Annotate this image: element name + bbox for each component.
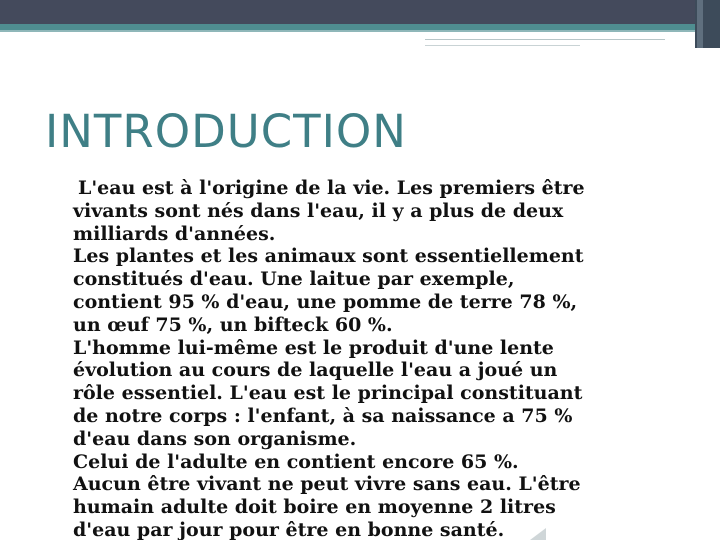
text-line: constitués d'eau. Une laitue par exemple,	[73, 268, 515, 291]
corner-mark-icon	[530, 528, 546, 540]
text-line: Aucun être vivant ne peut vivre sans eau. L'être	[73, 473, 581, 496]
text-line: d'eau dans son organisme.	[73, 427, 357, 450]
text-line: de notre corps : l'enfant, à sa naissance a 75 %	[73, 404, 573, 427]
text-line: un œuf 75 %, un bifteck 60 %.	[73, 313, 393, 336]
text-line: humain adulte doit boire en moyenne 2 litres	[73, 496, 556, 519]
decorative-rule-short	[425, 45, 580, 46]
body-text	[73, 177, 673, 540]
text-line: d'eau par jour pour être en bonne santé.	[73, 518, 505, 540]
text-line: Celui de l'adulte en contient encore 65 %.	[73, 450, 519, 473]
top-bar	[0, 0, 720, 24]
top-bar-accent-stripe	[697, 0, 703, 48]
text-line: Les plantes et les animaux sont essentiellement	[73, 245, 584, 268]
text-line: L'homme lui-même est le produit d'une lente	[73, 336, 554, 359]
text-line: rôle essentiel. L'eau est le principal constituant	[73, 382, 583, 405]
text-line: milliards d'années.	[73, 222, 276, 245]
text-line: L'eau est à l'origine de la vie. Les premiers être	[78, 177, 585, 199]
slide-title: INTRODUCTION	[45, 105, 407, 158]
text-line: évolution au cours de laquelle l'eau a joué un	[73, 359, 558, 382]
decorative-rule	[425, 39, 665, 40]
accent-line-light	[0, 30, 695, 32]
text-line: contient 95 % d'eau, une pomme de terre 78 %,	[73, 290, 578, 313]
text-line: vivants sont nés dans l'eau, il y a plus de deux	[73, 199, 564, 222]
